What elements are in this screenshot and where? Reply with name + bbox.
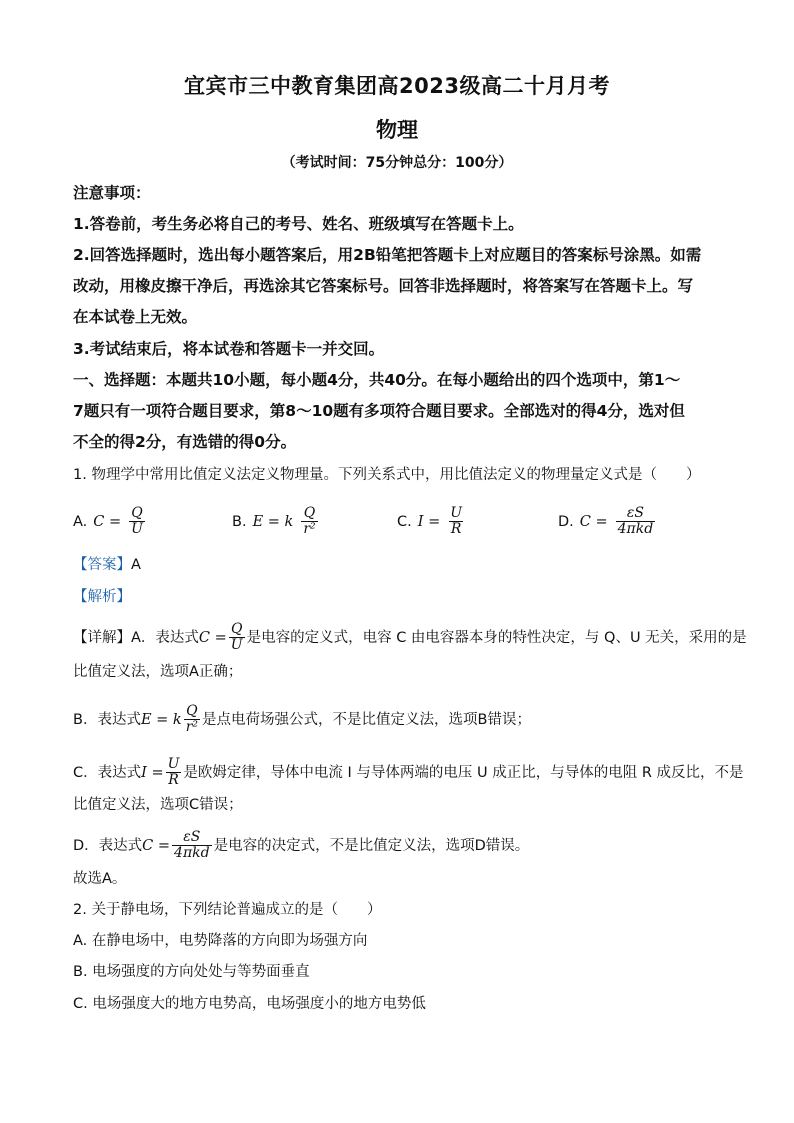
- notice-item-2-line-3: 在本试卷上无效。: [73, 308, 198, 326]
- q1-option-d-label: D.: [558, 513, 574, 530]
- q1-option-b-fraction: [301, 506, 317, 537]
- fraction-denominator: U: [230, 637, 243, 653]
- detail-c-prefix: C．表达式: [73, 764, 142, 781]
- q1-option-c-fraction: [448, 506, 464, 537]
- detail-a-prefix: A．表达式: [131, 629, 199, 646]
- q1-option-c-lhs: I =: [417, 513, 441, 530]
- section-1-line-1: 一、选择题：本题共10小题，每小题4分，共40分。在每小题给出的四个选项中，第1～: [73, 371, 681, 389]
- exam-title: 宜宾市三中教育集团高2023级高二十月月考: [184, 74, 610, 98]
- q1-option-d-lhs: C =: [579, 513, 608, 530]
- detail-a-lhs: C =: [198, 629, 227, 646]
- q1-option-a: [73, 506, 147, 537]
- q1-answer: [73, 555, 738, 575]
- q1-detail-c-line-2: 比值定义法，选项C错误；: [73, 797, 243, 813]
- q1-option-b-lhs: E = k: [252, 513, 294, 530]
- fraction-numerator: Q: [303, 505, 316, 521]
- fraction-denominator: r²: [185, 719, 199, 735]
- detail-b-lhs: E = k: [140, 711, 182, 728]
- detail-c-fraction: [166, 757, 182, 788]
- q1-conclusion: 故选A。: [73, 871, 127, 887]
- fraction-numerator: U: [450, 505, 463, 521]
- detail-d-prefix: D．表达式: [73, 837, 143, 854]
- section-1-line-3: 不全的得2分，有选错的得0分。: [73, 433, 297, 451]
- notice-item-2-line-1: 2.回答选择题时，选出每小题答案后，用2B铅笔把答题卡上对应题目的答案标号涂黑。如需: [73, 246, 702, 264]
- fraction-numerator: U: [167, 756, 180, 772]
- q1-option-d-fraction: [616, 506, 656, 537]
- detail-b-fraction: [184, 704, 200, 735]
- notice-heading: 注意事项：: [73, 184, 151, 202]
- q1-detail-a-line-2: 比值定义法，选项A正确；: [73, 664, 243, 680]
- detail-b-prefix: B．表达式: [73, 711, 141, 728]
- q1-option-b: [232, 506, 320, 537]
- q2-option-a: A. 在静电场中，电势降落的方向即为场强方向: [73, 933, 368, 949]
- answer-value: A: [131, 557, 141, 573]
- q1-option-a-lhs: C =: [93, 513, 122, 530]
- detail-c-lhs: I =: [141, 764, 164, 781]
- detail-b-text: 是点电荷场强公式，不是比值定义法，选项B错误；: [202, 711, 531, 728]
- fraction-denominator: R: [168, 772, 179, 788]
- fraction-numerator: Q: [186, 703, 198, 719]
- q1-analysis-tag: 【解析】: [73, 589, 131, 605]
- detail-d-text: 是电容的决定式，不是比值定义法，选项D错误。: [213, 837, 530, 854]
- q1-detail-b: [73, 704, 738, 735]
- detail-a-fraction: [229, 622, 245, 653]
- fraction-denominator: R: [450, 521, 462, 537]
- notice-item-3: 3.考试结束后，将本试卷和答题卡一并交回。: [73, 340, 385, 358]
- question-2-stem: 2. 关于静电场，下列结论普遍成立的是（ ）: [73, 902, 382, 918]
- q1-option-d: [558, 506, 657, 537]
- notice-item-1: 1.答卷前，考生务必将自己的考号、姓名、班级填写在答题卡上。: [73, 215, 524, 233]
- q1-option-a-label: A.: [73, 513, 88, 530]
- detail-d-fraction: [172, 830, 212, 861]
- q1-option-b-label: B.: [232, 513, 247, 530]
- fraction-denominator: U: [131, 521, 143, 537]
- detail-d-lhs: C =: [142, 837, 171, 854]
- q1-detail-c: [73, 756, 744, 788]
- question-1-stem: 1. 物理学中常用比值定义法定义物理量。下列关系式中，用比值法定义的物理量定义式是（ ）: [73, 467, 701, 483]
- q1-option-a-fraction: [129, 506, 145, 537]
- detail-tag: 【详解】: [73, 629, 131, 646]
- fraction-numerator: Q: [131, 505, 143, 521]
- fraction-denominator: r²: [303, 521, 316, 537]
- fraction-denominator: 4πkd: [617, 521, 654, 537]
- notice-item-2-line-2: 改动，用橡皮擦干净后，再选涂其它答案标号。回答非选择题时，将答案写在答题卡上。写: [73, 277, 694, 295]
- q2-option-c: C. 电场强度大的地方电势高，电场强度小的地方电势低: [73, 996, 426, 1012]
- fraction-numerator: εS: [626, 505, 644, 521]
- q1-detail-a: [73, 621, 747, 653]
- section-1-line-2: 7题只有一项符合题目要求，第8～10题有多项符合题目要求。全部选对的得4分，选对但: [73, 402, 685, 420]
- fraction-numerator: εS: [183, 829, 201, 845]
- q1-detail-d: [73, 830, 738, 861]
- detail-c-text: 是欧姆定律，导体中电流 I 与导体两端的电压 U 成正比，与导体的电阻 R 成反比，不是: [183, 764, 744, 781]
- fraction-denominator: 4πkd: [174, 845, 210, 861]
- answer-tag: 【答案】: [73, 557, 131, 573]
- fraction-numerator: Q: [230, 621, 243, 637]
- exam-info: （考试时间：75分钟总分：100分）: [281, 155, 513, 171]
- q2-option-b: B. 电场强度的方向处处与等势面垂直: [73, 964, 310, 980]
- q1-option-c: [397, 506, 466, 537]
- detail-a-text: 是电容的定义式，电容 C 由电容器本身的特性决定，与 Q、U 无关，采用的是: [246, 629, 747, 646]
- q1-option-c-label: C.: [397, 513, 412, 530]
- subject-title: 物理: [376, 118, 418, 142]
